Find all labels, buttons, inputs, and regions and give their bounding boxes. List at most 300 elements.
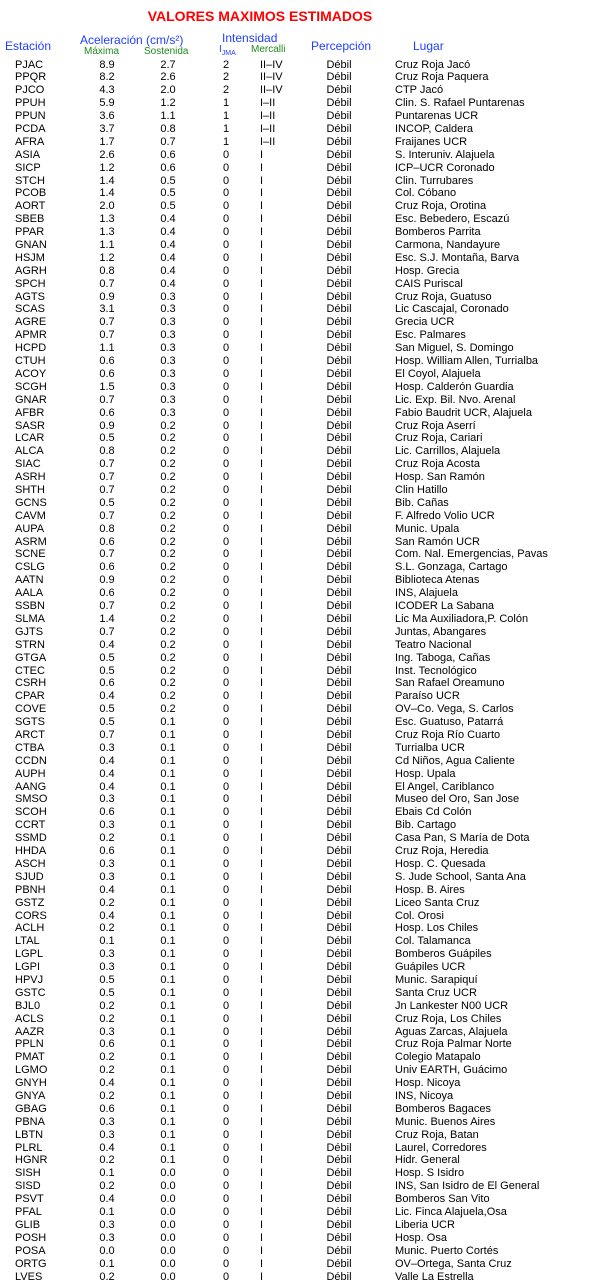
cell-ijma: 0 <box>222 1244 230 1257</box>
cell-sostenida: 0.2 <box>160 561 176 574</box>
cell-sostenida: 0.2 <box>160 600 176 613</box>
cell-mercalli: I <box>260 1231 264 1244</box>
table-row <box>0 755 590 768</box>
cell-ijma: 0 <box>222 509 230 522</box>
cell-sostenida: 0.7 <box>160 135 176 148</box>
cell-ijma: 0 <box>222 741 230 754</box>
cell-percepcion: Débil <box>326 187 352 200</box>
cell-mercalli: I <box>260 1090 264 1103</box>
cell-percepcion: Débil <box>326 135 352 148</box>
cell-maxima: 0.1 <box>99 1257 115 1270</box>
table-row <box>0 1271 590 1284</box>
cell-lugar: Cruz Roja Jacó <box>395 58 471 71</box>
cell-percepcion: Débil <box>326 535 352 548</box>
cell-sostenida: 0.0 <box>160 1218 176 1231</box>
subheader-ijma-sub: JMA <box>221 50 236 57</box>
cell-mercalli: I <box>260 896 264 909</box>
cell-maxima: 0.8 <box>99 445 115 458</box>
cell-maxima: 0.2 <box>99 1090 115 1103</box>
cell-maxima: 0.0 <box>99 1244 115 1257</box>
page-title: VALORES MAXIMOS ESTIMADOS <box>147 8 373 24</box>
cell-estacion: AGTS <box>15 290 45 303</box>
cell-ijma: 0 <box>222 471 230 484</box>
cell-maxima: 0.2 <box>99 922 115 935</box>
cell-maxima: 5.9 <box>99 97 115 110</box>
cell-percepcion: Débil <box>326 1102 352 1115</box>
cell-percepcion: Débil <box>326 845 352 858</box>
cell-mercalli: I <box>260 290 264 303</box>
cell-ijma: 0 <box>222 1257 230 1270</box>
cell-sostenida: 0.8 <box>160 122 176 135</box>
cell-ijma: 0 <box>222 329 230 342</box>
cell-maxima: 1.1 <box>99 239 115 252</box>
cell-maxima: 0.2 <box>99 1180 115 1193</box>
cell-lugar: Guápiles UCR <box>395 961 466 974</box>
cell-lugar: S. Interuniv. Alajuela <box>395 148 495 161</box>
cell-maxima: 1.3 <box>99 213 115 226</box>
table-row <box>0 316 590 329</box>
cell-estacion: GNYA <box>15 1090 46 1103</box>
cell-percepcion: Débil <box>326 948 352 961</box>
cell-lugar: INCOP, Caldera <box>395 122 474 135</box>
cell-estacion: GSTC <box>15 986 46 999</box>
cell-mercalli: I <box>260 367 264 380</box>
cell-maxima: 0.7 <box>99 393 115 406</box>
cell-percepcion: Débil <box>326 213 352 226</box>
cell-lugar: Cruz Roja Paquera <box>395 71 489 84</box>
cell-sostenida: 0.3 <box>160 380 176 393</box>
cell-maxima: 0.2 <box>99 1270 115 1283</box>
cell-sostenida: 0.1 <box>160 883 176 896</box>
cell-mercalli: I <box>260 986 264 999</box>
cell-lugar: Cruz Roja Aserrí <box>395 419 476 432</box>
cell-ijma: 0 <box>222 922 230 935</box>
cell-sostenida: 0.2 <box>160 419 176 432</box>
cell-estacion: SICP <box>15 161 41 174</box>
cell-mercalli: I <box>260 329 264 342</box>
cell-mercalli: I <box>260 148 264 161</box>
cell-lugar: INS, Nicoya <box>395 1090 454 1103</box>
cell-ijma: 0 <box>222 754 230 767</box>
cell-maxima: 3.6 <box>99 110 115 123</box>
cell-sostenida: 0.5 <box>160 200 176 213</box>
cell-percepcion: Débil <box>326 84 352 97</box>
cell-ijma: 0 <box>222 909 230 922</box>
cell-mercalli: I <box>260 741 264 754</box>
cell-mercalli: I <box>260 651 264 664</box>
cell-ijma: 0 <box>222 612 230 625</box>
cell-lugar: Munic. Upala <box>395 522 460 535</box>
table-row <box>0 781 590 794</box>
cell-lugar: Cruz Roja, Batan <box>395 1128 479 1141</box>
cell-maxima: 0.5 <box>99 664 115 677</box>
cell-estacion: PBNA <box>15 1115 45 1128</box>
cell-percepcion: Débil <box>326 767 352 780</box>
cell-percepcion: Débil <box>326 277 352 290</box>
cell-estacion: ARCT <box>15 728 45 741</box>
cell-sostenida: 0.1 <box>160 1064 176 1077</box>
cell-mercalli: I <box>260 1206 264 1219</box>
cell-percepcion: Débil <box>326 1167 352 1180</box>
cell-ijma: 0 <box>222 780 230 793</box>
cell-estacion: AGRE <box>15 316 47 329</box>
cell-ijma: 0 <box>222 986 230 999</box>
cell-estacion: HPVJ <box>15 973 44 986</box>
cell-percepcion: Débil <box>326 651 352 664</box>
cell-mercalli: I <box>260 1064 264 1077</box>
cell-mercalli: I <box>260 496 264 509</box>
cell-ijma: 0 <box>222 496 230 509</box>
cell-sostenida: 0.2 <box>160 587 176 600</box>
cell-sostenida: 0.4 <box>160 226 176 239</box>
cell-mercalli: I <box>260 509 264 522</box>
cell-ijma: 0 <box>222 484 230 496</box>
table-row <box>0 639 590 652</box>
cell-maxima: 0.5 <box>99 973 115 986</box>
cell-mercalli: I <box>260 303 264 316</box>
cell-estacion: HCPD <box>15 342 47 355</box>
cell-lugar: Hidr. General <box>395 1154 460 1167</box>
cell-lugar: Aguas Zarcas, Alajuela <box>395 1025 508 1038</box>
cell-sostenida: 0.4 <box>160 251 176 264</box>
cell-sostenida: 0.1 <box>160 1115 176 1128</box>
cell-maxima: 1.3 <box>99 226 115 239</box>
cell-lugar: Biblioteca Atenas <box>395 574 480 587</box>
cell-mercalli: I–II <box>260 110 276 123</box>
cell-ijma: 0 <box>222 1012 230 1025</box>
cell-percepcion: Débil <box>326 1128 352 1141</box>
cell-percepcion: Débil <box>326 122 352 135</box>
cell-lugar: San Rafael Oreamuno <box>395 677 505 690</box>
cell-mercalli: I <box>260 1012 264 1025</box>
cell-sostenida: 0.1 <box>160 754 176 767</box>
cell-lugar: Bomberos Parrita <box>395 226 481 239</box>
cell-ijma: 0 <box>222 1167 230 1180</box>
cell-mercalli: I <box>260 522 264 535</box>
cell-sostenida: 0.4 <box>160 239 176 252</box>
cell-ijma: 0 <box>222 935 230 948</box>
cell-lugar: Valle La Estrella <box>395 1270 474 1283</box>
cell-maxima: 0.6 <box>99 845 115 858</box>
table-row <box>0 1013 590 1026</box>
cell-ijma: 0 <box>222 819 230 832</box>
cell-maxima: 0.3 <box>99 793 115 806</box>
cell-mercalli: I <box>260 419 264 432</box>
header-aceleracion: Aceleración (cm/s²) <box>80 33 184 47</box>
subheader-maxima: Máxima <box>84 46 120 57</box>
cell-ijma: 0 <box>222 1231 230 1244</box>
cell-percepcion: Débil <box>326 97 352 110</box>
cell-percepcion: Débil <box>326 961 352 974</box>
cell-percepcion: Débil <box>326 999 352 1012</box>
cell-ijma: 0 <box>222 690 230 703</box>
cell-estacion: ASCH <box>15 857 46 870</box>
cell-ijma: 0 <box>222 832 230 845</box>
table-row <box>0 342 590 355</box>
cell-lugar: Cruz Roja, Los Chiles <box>395 1012 502 1025</box>
cell-maxima: 0.4 <box>99 1193 115 1206</box>
cell-mercalli: I <box>260 1244 264 1257</box>
cell-lugar: Colegio Matapalo <box>395 1051 481 1064</box>
cell-lugar: Com. Nal. Emergencias, Pavas <box>395 548 548 561</box>
cell-ijma: 0 <box>222 1218 230 1231</box>
cell-lugar: Puntarenas UCR <box>395 110 479 123</box>
cell-percepcion: Débil <box>326 148 352 161</box>
cell-estacion: LGPL <box>15 948 44 961</box>
cell-lugar: Hosp. Nicoya <box>395 1077 461 1090</box>
cell-estacion: LGPI <box>15 961 41 974</box>
cell-maxima: 0.3 <box>99 1025 115 1038</box>
subheader-ijma-main: I <box>219 44 222 55</box>
cell-estacion: CSRH <box>15 677 47 690</box>
cell-sostenida: 0.1 <box>160 870 176 883</box>
cell-sostenida: 0.1 <box>160 1154 176 1167</box>
cell-percepcion: Débil <box>326 367 352 380</box>
cell-percepcion: Débil <box>326 239 352 252</box>
table-row <box>0 471 590 484</box>
cell-percepcion: Débil <box>326 1077 352 1090</box>
cell-sostenida: 0.2 <box>160 496 176 509</box>
table-row <box>0 162 590 175</box>
cell-lugar: Clin Hatillo <box>395 484 448 496</box>
cell-lugar: Univ EARTH, Guácimo <box>395 1064 508 1077</box>
cell-lugar: Laurel, Corredores <box>395 1141 487 1154</box>
table-row <box>0 175 590 188</box>
cell-estacion: ACLS <box>15 1012 44 1025</box>
cell-maxima: 0.8 <box>99 264 115 277</box>
cell-percepcion: Débil <box>326 741 352 754</box>
cell-lugar: El Coyol, Alajuela <box>395 367 481 380</box>
cell-percepcion: Débil <box>326 509 352 522</box>
cell-maxima: 0.3 <box>99 857 115 870</box>
cell-mercalli: I <box>260 819 264 832</box>
cell-lugar: San Ramón UCR <box>395 535 480 548</box>
cell-mercalli: I <box>260 445 264 458</box>
table-row <box>0 987 590 1000</box>
cell-maxima: 3.7 <box>99 122 115 135</box>
cell-maxima: 1.4 <box>99 612 115 625</box>
cell-lugar: Hosp. Calderón Guardia <box>395 380 514 393</box>
table-row <box>0 897 590 910</box>
cell-percepcion: Débil <box>326 716 352 729</box>
cell-estacion: SCAS <box>15 303 45 316</box>
cell-lugar: Munic. Puerto Cortés <box>395 1244 499 1257</box>
cell-percepcion: Débil <box>326 870 352 883</box>
cell-ijma: 0 <box>222 1038 230 1051</box>
cell-mercalli: I <box>260 600 264 613</box>
cell-maxima: 0.4 <box>99 638 115 651</box>
cell-maxima: 0.5 <box>99 986 115 999</box>
table-row <box>0 136 590 149</box>
cell-sostenida: 0.0 <box>160 1180 176 1193</box>
cell-maxima: 0.6 <box>99 1102 115 1115</box>
cell-estacion: CSLG <box>15 561 45 574</box>
cell-lugar: Hosp. S Isidro <box>395 1167 465 1180</box>
cell-sostenida: 0.1 <box>160 896 176 909</box>
cell-lugar: CTP Jacó <box>395 84 444 97</box>
cell-ijma: 0 <box>222 857 230 870</box>
cell-mercalli: I <box>260 690 264 703</box>
cell-maxima: 0.2 <box>99 1012 115 1025</box>
cell-percepcion: Débil <box>326 1012 352 1025</box>
cell-estacion: GBAG <box>15 1102 47 1115</box>
table-row <box>0 200 590 213</box>
cell-mercalli: I <box>260 716 264 729</box>
cell-ijma: 2 <box>222 71 230 84</box>
cell-sostenida: 0.1 <box>160 999 176 1012</box>
cell-lugar: Clin. S. Rafael Puntarenas <box>395 97 525 110</box>
table-row <box>0 445 590 458</box>
table-row <box>0 84 590 97</box>
cell-percepcion: Débil <box>326 1257 352 1270</box>
cell-mercalli: I <box>260 935 264 948</box>
cell-estacion: GJTS <box>15 625 44 638</box>
cell-estacion: CAVM <box>15 509 46 522</box>
cell-percepcion: Débil <box>326 200 352 213</box>
cell-lugar: Bomberos Guápiles <box>395 948 492 961</box>
cell-sostenida: 0.2 <box>160 548 176 561</box>
cell-percepcion: Débil <box>326 909 352 922</box>
cell-ijma: 0 <box>222 574 230 587</box>
cell-ijma: 0 <box>222 303 230 316</box>
table-row <box>0 497 590 510</box>
cell-estacion: PPUH <box>15 97 46 110</box>
cell-percepcion: Débil <box>326 393 352 406</box>
cell-estacion: BJL0 <box>15 999 41 1012</box>
cell-percepcion: Débil <box>326 1154 352 1167</box>
cell-ijma: 0 <box>222 961 230 974</box>
table-row <box>0 884 590 897</box>
cell-mercalli: I <box>260 883 264 896</box>
table-row <box>0 1103 590 1116</box>
cell-lugar: Munic. Buenos Aires <box>395 1115 496 1128</box>
cell-maxima: 0.7 <box>99 484 115 496</box>
table-row <box>0 510 590 523</box>
cell-estacion: ALCA <box>15 445 44 458</box>
table-row <box>0 149 590 162</box>
cell-sostenida: 0.1 <box>160 1012 176 1025</box>
cell-ijma: 0 <box>222 251 230 264</box>
table-row <box>0 420 590 433</box>
cell-estacion: SGTS <box>15 716 45 729</box>
cell-lugar: F. Alfredo Volio UCR <box>395 509 495 522</box>
cell-lugar: El Angel, Cariblanco <box>395 780 495 793</box>
cell-percepcion: Débil <box>326 161 352 174</box>
cell-mercalli: I <box>260 909 264 922</box>
cell-maxima: 8.9 <box>99 58 115 71</box>
cell-maxima: 0.1 <box>99 935 115 948</box>
cell-ijma: 1 <box>222 110 230 123</box>
cell-estacion: POSA <box>15 1244 46 1257</box>
cell-maxima: 0.6 <box>99 367 115 380</box>
cell-estacion: AATN <box>15 574 44 587</box>
table-row <box>0 935 590 948</box>
cell-maxima: 0.4 <box>99 1141 115 1154</box>
cell-mercalli: I <box>260 1193 264 1206</box>
cell-lugar: Esc. Palmares <box>395 329 466 342</box>
cell-estacion: CCRT <box>15 819 46 832</box>
cell-estacion: CTUH <box>15 355 46 368</box>
cell-ijma: 0 <box>222 367 230 380</box>
cell-sostenida: 0.3 <box>160 393 176 406</box>
cell-ijma: 0 <box>222 1128 230 1141</box>
cell-estacion: AORT <box>15 200 46 213</box>
header-intensidad: Intensidad <box>222 31 278 45</box>
cell-lugar: Liceo Santa Cruz <box>395 896 480 909</box>
cell-mercalli: I <box>260 1180 264 1193</box>
cell-ijma: 0 <box>222 651 230 664</box>
table-row <box>0 381 590 394</box>
cell-maxima: 0.4 <box>99 883 115 896</box>
cell-estacion: LGMO <box>15 1064 48 1077</box>
cell-lugar: Hosp. Los Chiles <box>395 922 479 935</box>
cell-estacion: CORS <box>15 909 47 922</box>
cell-sostenida: 0.1 <box>160 986 176 999</box>
cell-percepcion: Débil <box>326 587 352 600</box>
table-row <box>0 716 590 729</box>
cell-ijma: 0 <box>222 355 230 368</box>
cell-sostenida: 0.1 <box>160 909 176 922</box>
cell-estacion: GLIB <box>15 1218 41 1231</box>
cell-maxima: 0.4 <box>99 780 115 793</box>
cell-ijma: 0 <box>222 845 230 858</box>
cell-mercalli: I <box>260 239 264 252</box>
cell-sostenida: 0.5 <box>160 174 176 187</box>
table-row <box>0 291 590 304</box>
cell-maxima: 1.2 <box>99 161 115 174</box>
cell-mercalli: I <box>260 342 264 355</box>
cell-mercalli: I <box>260 251 264 264</box>
cell-estacion: APMR <box>15 329 47 342</box>
cell-maxima: 0.7 <box>99 471 115 484</box>
table-row <box>0 252 590 265</box>
cell-maxima: 0.6 <box>99 806 115 819</box>
cell-mercalli: I <box>260 1218 264 1231</box>
cell-mercalli: I <box>260 574 264 587</box>
cell-sostenida: 0.2 <box>160 664 176 677</box>
cell-sostenida: 0.2 <box>160 522 176 535</box>
cell-percepcion: Débil <box>326 458 352 471</box>
cell-percepcion: Débil <box>326 1180 352 1193</box>
cell-ijma: 0 <box>222 406 230 419</box>
cell-ijma: 0 <box>222 870 230 883</box>
cell-maxima: 0.2 <box>99 896 115 909</box>
cell-mercalli: I <box>260 213 264 226</box>
cell-sostenida: 0.1 <box>160 819 176 832</box>
cell-percepcion: Débil <box>326 1244 352 1257</box>
header-estacion: Estación <box>5 39 52 53</box>
cell-percepcion: Débil <box>326 703 352 716</box>
cell-estacion: GSTZ <box>15 896 45 909</box>
cell-maxima: 0.6 <box>99 535 115 548</box>
cell-sostenida: 0.4 <box>160 277 176 290</box>
cell-percepcion: Débil <box>326 806 352 819</box>
cell-sostenida: 2.7 <box>160 58 176 71</box>
cell-estacion: SHTH <box>15 484 45 496</box>
cell-sostenida: 0.1 <box>160 780 176 793</box>
cell-ijma: 0 <box>222 1180 230 1193</box>
cell-percepcion: Débil <box>326 264 352 277</box>
cell-maxima: 1.1 <box>99 342 115 355</box>
table-row <box>0 819 590 832</box>
cell-ijma: 0 <box>222 1206 230 1219</box>
table-row <box>0 1154 590 1167</box>
cell-lugar: Col. Orosi <box>395 909 444 922</box>
cell-mercalli: II–IV <box>260 58 283 71</box>
cell-sostenida: 1.1 <box>160 110 176 123</box>
data-table <box>0 59 590 1284</box>
cell-estacion: COVE <box>15 703 47 716</box>
